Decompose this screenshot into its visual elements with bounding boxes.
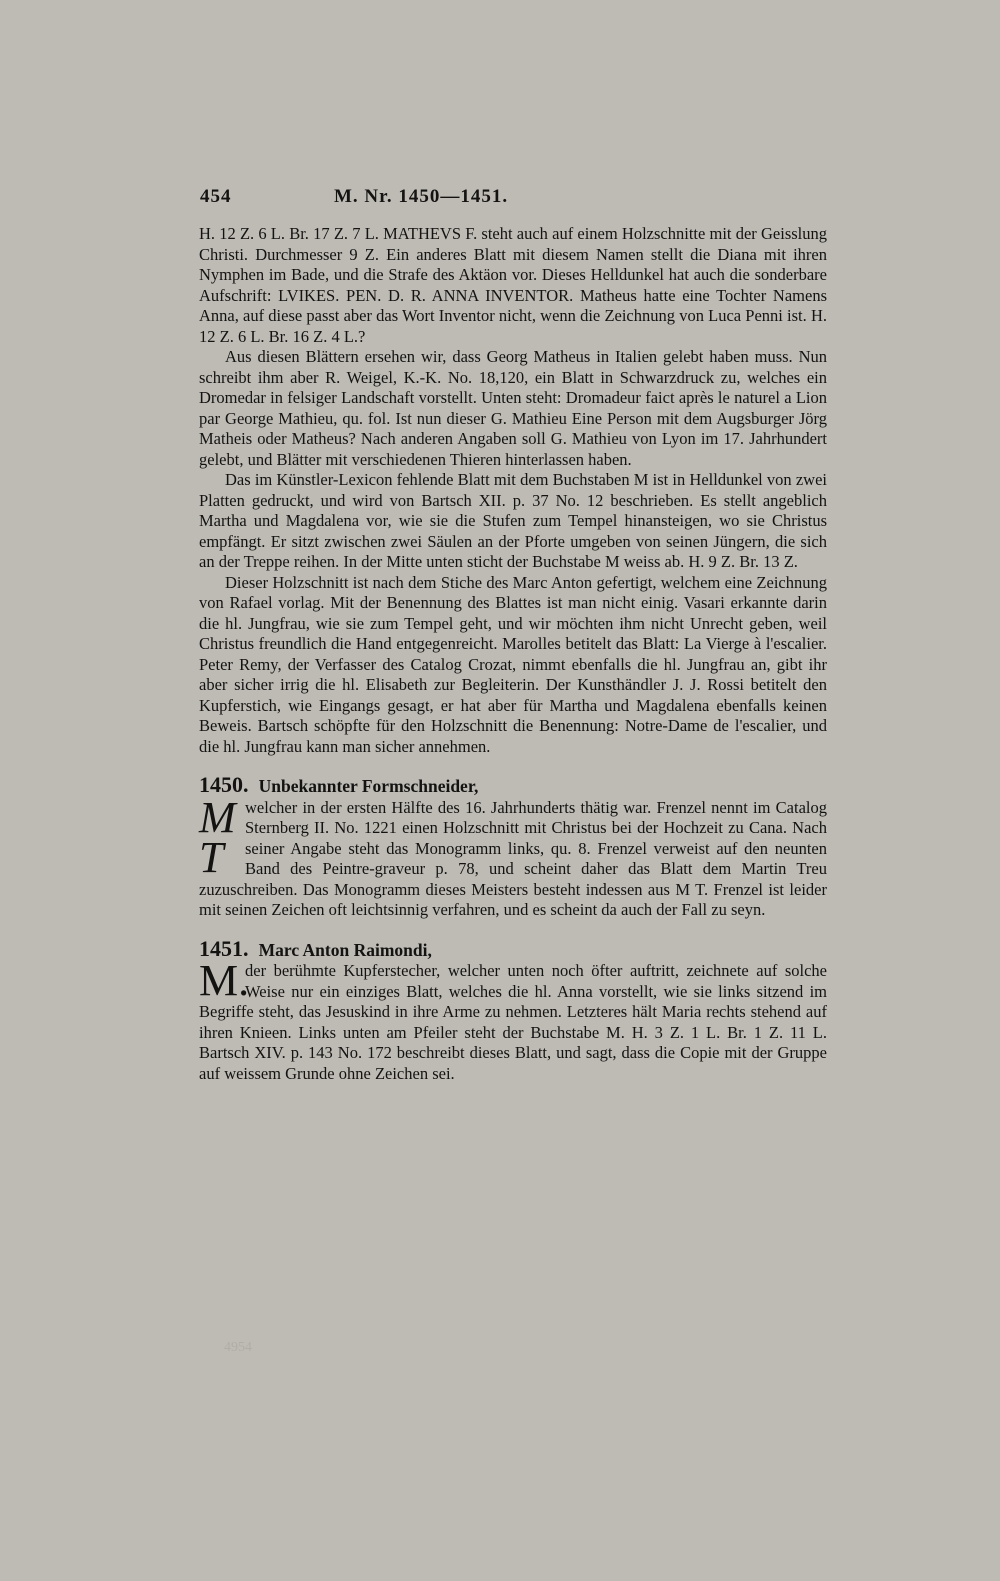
entry-text: welcher in der ersten Hälfte des 16. Jahrhunderts thätig war. Frenzel nennt im Catalog Sternberg II. No. 1221 einen Holzschnitt mit Christus bei der Hochzeit zu Cana. Nach seiner Angabe steht das Monogramm links, qu. 8. Frenzel verweist auf den neunten Band des Peintre-graveur p. 78, und scheint daher das Blatt dem Martin Treu zuzuschreiben. Das Monogramm dieses Meisters besteht indessen aus M T. Frenzel ist leider mit seinen Zeichen oft leichtsinnig verfahren, und es scheint da auch der Fall zu seyn. [199,797,827,919]
text-block [199,180,827,1084]
entry-artist-name: Marc Anton Raimondi, [258,939,432,960]
faint-stamp-mark: 4954 [224,1340,252,1355]
paragraph: Aus diesen Blättern ersehen wir, dass Georg Matheus in Italien gelebt haben muss. Nun schreibt ihm aber R. Weigel, K.-K. No. 18,120, ein Blatt in Schwarzdruck zu, welches ein Dromedar in felsiger Landschaft vorstellt. Unten steht: Dromadeur faict après le naturel a Lion par George Mathieu, qu. fol. Ist nun dieser G. Mathieu Eine Person mit dem Augsburger Jörg Matheis oder Matheus? Nach anderen Angaben soll G. Mathieu von Lyon im 17. Jahrhundert gelebt, und Blätter mit verschiedenen Thieren hinterlassen haben. [199,347,827,469]
page-number: 454 [200,186,232,207]
entry-heading [199,772,827,798]
paragraph: Das im Künstler-Lexicon fehlende Blatt mit dem Buchstaben M ist in Helldunkel von zwei Platten gedruckt, und wird von Bartsch XII. p. 37 No. 12 beschrieben. Es stellt angeblich Martha und Magdalena vor, wie sie die Stufen zum Tempel hinansteigen, wo sie Christus empfängt. Er sitzt zwischen zwei Säulen an der Pforte umgeben von seinen Jüngern, die sich an der Treppe reihen. In der Mitte unten sticht der Buchstabe M weiss ab. H. 9 Z. Br. 13 Z. [199,470,827,571]
paragraph: Dieser Holzschnitt ist nach dem Stiche des Marc Anton gefertigt, welchem eine Zeichnung von Rafael vorlag. Mit der Benennung des Blattes ist man nicht einig. Vasari erkannte darin die hl. Jungfrau, wie sie zum Tempel geht, und wir möchten ihm nicht Unrecht geben, weil Christus freundlich die Hand entgegenreicht. Marolles betitelt das Blatt: La Vierge à l'escalier. Peter Remy, der Verfasser des Catalog Crozat, nimmt ebenfalls die hl. Jungfrau an, gibt ihr aber sicher irrig die hl. Elisabeth zur Begleiterin. Der Kunsthändler J. J. Rossi betitelt den Kupferstich, wie Eingangs gesagt, er hat aber für Martha und Magdalena ebenfalls keinen Beweis. Bartsch schöpfte für den Holzschnitt die Benennung: Notre-Dame de l'escalier, und die hl. Jungfrau kann man sicher annehmen. [199,572,827,756]
entry-number: 1450. [199,772,249,797]
running-head [199,180,827,220]
monogram-mark: M T [199,792,236,882]
running-title: M. Nr. 1450—1451. [334,186,509,207]
entry-artist-name: Unbekannter Formschneider, [258,776,479,796]
entry-heading [199,935,827,962]
entry-number: 1451. [199,935,249,961]
catalog-entry-1450 [199,772,827,921]
monogram-mark: M. [199,956,250,1005]
paragraph: H. 12 Z. 6 L. Br. 17 Z. 7 L. MATHEVS F. steht auch auf einem Holzschnitte mit der Geisslung Christi. Durchmesser 9 Z. Ein anderes Blatt mit diesem Namen stellt die Diana mit ihren Nymphen im Bade, und die Strafe des Aktäon vor. Dieses Helldunkel hat auch die sonderbare Aufschrift: LVIKES. PEN. D. R. ANNA INVENTOR. Matheus hatte eine Tochter Namens Anna, auf diese passt aber das Wort Inventor nicht, wenn die Zeichnung von Luca Penni ist. H. 12 Z. 6 L. Br. 16 Z. 4 L.? [199,224,827,346]
catalog-entry-1451 [199,935,827,1085]
entry-text: der berühmte Kupferstecher, welcher unten noch öfter auftritt, zeichnete auf solche Weise nur ein einziges Blatt, welches die hl. Anna vorstellt, wie sie links sitzend im Begriffe steht, das Jesuskind in ihre Arme zu nehmen. Letzteres hält Maria rechts stehend auf ihren Knieen. Links unten am Pfeiler steht der Buchstabe M. H. 3 Z. 1 L. Br. 1 Z. 11 L. Bartsch XIV. p. 143 No. 172 beschreibt dieses Blatt, und sagt, dass die Copie mit der Gruppe auf weissem Grunde ohne Zeichen sei. [199,961,827,1083]
